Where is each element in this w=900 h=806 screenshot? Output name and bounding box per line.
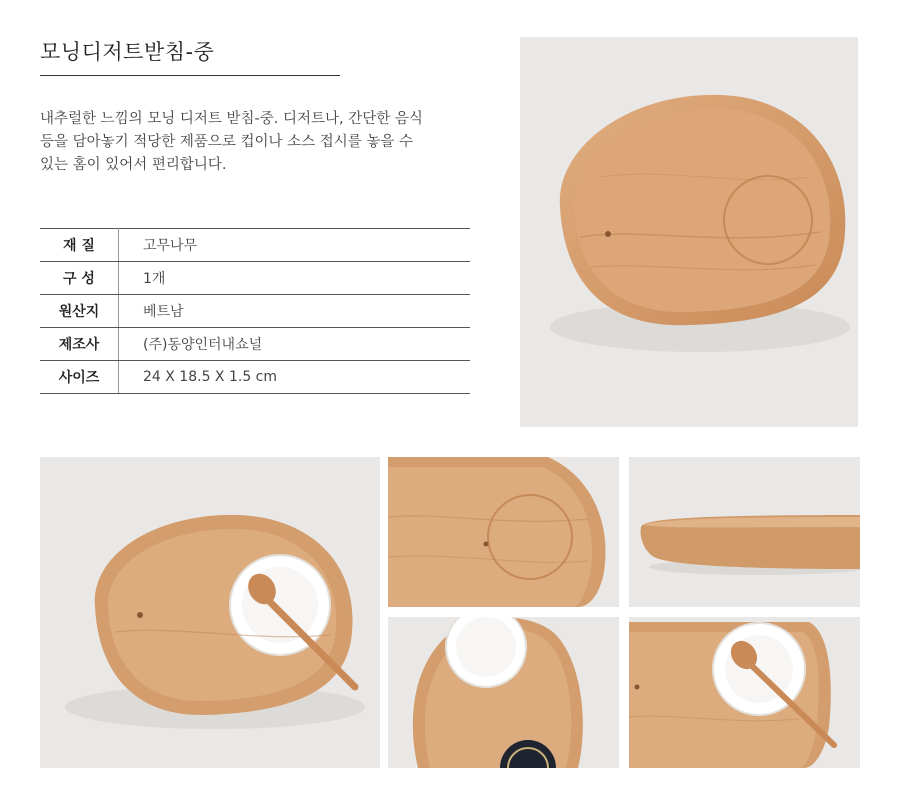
tray-detail-photo xyxy=(388,457,619,607)
spec-label: 원산지 xyxy=(40,295,119,328)
spec-value: 24 X 18.5 X 1.5 cm xyxy=(119,361,471,394)
spec-row-size xyxy=(40,361,470,394)
tray-bowl-spoon-photo xyxy=(629,617,860,768)
description-line: 내추럴한 느낌의 모닝 디저트 받침-중. 디저트나, 간단한 음식 xyxy=(40,111,423,127)
spec-label: 재 질 xyxy=(40,229,119,262)
spec-label: 사이즈 xyxy=(40,361,119,394)
wooden-tray-top-view-icon xyxy=(520,37,858,427)
tray-with-bowl-photo xyxy=(40,457,380,768)
wooden-tray-with-bowl-and-lid-icon xyxy=(388,617,619,768)
spec-row-manufacturer xyxy=(40,328,470,361)
wooden-tray-with-bowl-and-spoon-icon xyxy=(40,457,380,768)
spec-row-material xyxy=(40,229,470,262)
spec-value: 1개 xyxy=(119,262,471,295)
wooden-tray-bowl-spoon-closeup-icon xyxy=(629,617,860,768)
spec-value: (주)동양인터내쇼널 xyxy=(119,328,471,361)
tray-with-bowl-top-photo xyxy=(388,617,619,768)
title-divider xyxy=(40,75,340,76)
tray-side-photo xyxy=(629,457,860,607)
spec-value: 고무나무 xyxy=(119,229,471,262)
spec-row-origin xyxy=(40,295,470,328)
spec-value: 베트남 xyxy=(119,295,471,328)
page-title: 모닝디저트받침-중 xyxy=(40,40,215,64)
wooden-tray-side-profile-icon xyxy=(629,457,860,607)
spec-row-composition xyxy=(40,262,470,295)
description-line: 등을 담아놓기 적당한 제품으로 컵이나 소스 접시를 놓을 수 xyxy=(40,134,414,150)
product-description xyxy=(40,108,495,177)
spec-table xyxy=(40,228,470,394)
description-line: 있는 홈이 있어서 편리합니다. xyxy=(40,157,227,173)
spec-label: 구 성 xyxy=(40,262,119,295)
wooden-tray-cup-groove-closeup-icon xyxy=(388,457,619,607)
main-tray-photo xyxy=(520,37,858,427)
spec-label: 제조사 xyxy=(40,328,119,361)
